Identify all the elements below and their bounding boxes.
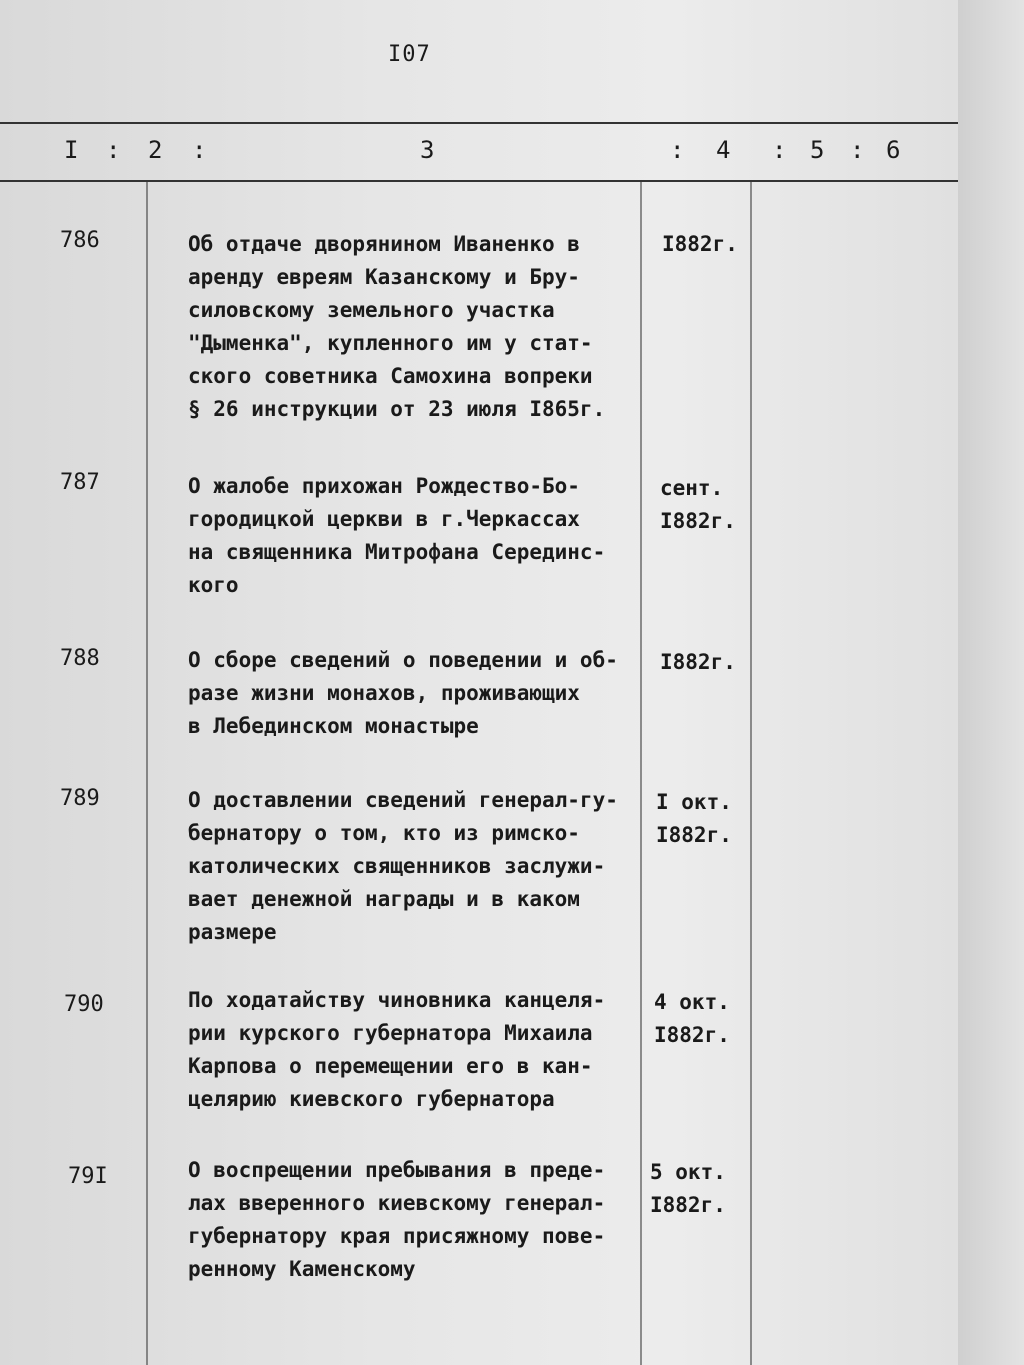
column-rule [146,182,148,1365]
entry-description: О сборе сведений о поведении и об- разе жизни монахов, проживающих в Лебединском монастыре [188,648,618,738]
entry-date: сент. I882г. [660,476,736,533]
header-separator: : [106,136,121,164]
entry-number: 789 [60,786,100,811]
column-rule [640,182,642,1365]
header-bottom-rule [0,180,958,182]
entry-number: 787 [60,470,100,495]
entry-number: 79I [68,1164,108,1189]
page-number: I07 [388,42,431,67]
column-header [0,122,958,182]
header-col-3: 3 [420,136,435,164]
entry-date: I882г. [662,232,738,256]
entry-date: 5 окт. I882г. [650,1160,726,1217]
header-separator: : [772,136,787,164]
entry-date: I882г. [660,650,736,674]
header-top-rule [0,122,958,124]
header-col-6: 6 [886,136,901,164]
entry-description: О жалобе прихожан Рождество-Бо- городицкой церкви в г.Черкассах на священника Митрофана Серединс- кого [188,474,606,597]
entry-description: О доставлении сведений генерал-гу- бернатору о том, кто из римско- католических священников заслужи- вает денежной награды и в каком размере [188,788,618,944]
entry-description: О воспрещении пребывания в преде- лах вверенного киевскому генерал- губернатору края присяжному пове- ренному Каменскому [188,1158,606,1281]
entry-number: 790 [64,992,104,1017]
page-edge [958,0,1024,1365]
header-separator: : [192,136,207,164]
header-separator: : [850,136,865,164]
entry-description: Об отдаче дворянином Иваненко в аренду евреям Казанскому и Бру- силовскому земельного участка "Дыменка", купленного им у стат- ского советника Самохина вопреки § 26 инструкции от 23 июля I865г. [188,232,606,421]
entry-description: По ходатайству чиновника канцеля- рии курского губернатора Михаила Карпова о перемещении его в кан- целярию киевского губернатора [188,988,606,1111]
entry-date: 4 окт. I882г. [654,990,730,1047]
header-col-5: 5 [810,136,825,164]
header-separator: : [670,136,685,164]
header-col-1: I [64,136,79,164]
column-rule [750,182,752,1365]
header-col-2: 2 [148,136,163,164]
header-col-4: 4 [716,136,731,164]
entry-date: I окт. I882г. [656,790,732,847]
entry-number: 788 [60,646,100,671]
entry-number: 786 [60,228,100,253]
